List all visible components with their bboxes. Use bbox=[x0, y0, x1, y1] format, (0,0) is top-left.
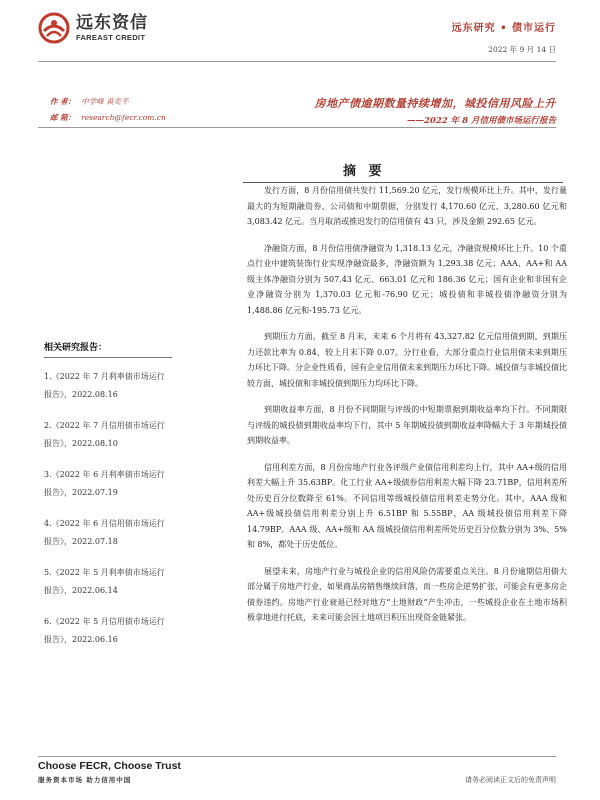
report-subtitle: ——2022 年 8 月信用债市场运行报告 bbox=[407, 116, 556, 126]
fareast-logo-icon bbox=[38, 12, 70, 44]
related-reports bbox=[44, 340, 172, 662]
company-logo bbox=[38, 12, 148, 44]
author-names: 中学峰 黄奕平 bbox=[81, 97, 129, 106]
email-label: 邮 箱： bbox=[50, 113, 76, 122]
summary-paragraph: 净融资方面，8 月份信用债净融资为 1,318.13 亿元，净融资规模环比上升。10 个重点行业中建筑装饰行业实现净融资最多，净融资额为 1,293.38 亿元；AAA、AA+和 AA 级主体净融资分别为 507.43 亿元、663.01 亿元和 186.36 亿元；国有企业和非国有企业净融资分别为 1,370.03 亿元和-76.90 亿元；城投债和非城投债净融资分别为 1,488.86 亿元和-195.73 亿元。 bbox=[247, 243, 567, 315]
author-line bbox=[50, 96, 129, 107]
footer-slogan-cn: 服务资本市场 助力信用中国 bbox=[38, 776, 132, 784]
summary-paragraph: 到期压力方面，截至 8 月末，未来 6 个月将有 43,327.82 亿元信用债到期，到期压力还款比率为 0.84，较上月末下降 0.07。分行业看，大部分重点行业信用债未来到期压力环比下降。分企业性质看，国有企业信用债未来到期压力环比下降。城投债与非城投债比较方面，城投债和非城投债到期压力均环比下降。 bbox=[247, 332, 567, 388]
related-report-item[interactable]: 4.《2022 年 6 月信用债市场运行报告》，2022.07.18 bbox=[44, 519, 165, 546]
summary-paragraph: 到期收益率方面，8 月份不同期限与评级的中短期票据到期收益率均下行。不同期限与评级的城投债到期收益率均下行，其中 5 年期城投债到期收益率降幅大于 3 年期城投债到期收益率。 bbox=[247, 405, 567, 445]
related-report-item[interactable]: 6.《2022 年 5 月信用债市场运行报告》，2022.06.16 bbox=[44, 617, 165, 644]
author-label: 作 者： bbox=[50, 97, 76, 106]
company-name-cn: 远东资信 bbox=[76, 13, 148, 33]
summary-paragraph: 信用利差方面，8 月份房地产行业各评级产业债信用利差均上行，其中 AA+级的信用利差大幅上升 35.63BP。化工行业 AA+级债券信用利差大幅下降 23.71BP，信用利差所处历史百分位数降至 61%。不同信用等级城投债信用利差走势分化。其中，AAA 级和 AA+级城投债信用利差分别上升 6.51BP 和 5.55BP，AA 级城投债信用利差下降 14.79BP。AAA 级、AA+级和 AA 级城投债信用利差所处历史百分位数分别为 3%、5%和 8%，都处于历史低位。 bbox=[247, 462, 567, 549]
related-reports-list bbox=[44, 368, 172, 648]
related-reports-title: 相关研究报告： bbox=[44, 340, 172, 358]
company-name-en: FAREAST CREDIT bbox=[76, 33, 146, 42]
related-report-item[interactable]: 2.《2022 年 7 月信用债市场运行报告》，2022.08.10 bbox=[44, 421, 165, 448]
footer-disclaimer: 请务必阅读正文后的免责声明 bbox=[465, 776, 556, 784]
header-divider bbox=[38, 61, 556, 62]
related-report-item[interactable]: 1.《2022 年 7 月利率债市场运行报告》，2022.08.16 bbox=[44, 372, 165, 399]
summary-paragraph: 发行方面，8 月份信用债共发行 11,569.20 亿元，发行规模环比上升。其中，发行量最大的为短期融资券、公司债和中期票据，分别发行 4,170.60 亿元、3,280.60 亿元和 3,083.42 亿元。当月取消或推迟发行的信用债有 43 只，涉及金额 292.65 亿元。 bbox=[247, 186, 567, 226]
email-line bbox=[50, 112, 166, 123]
footer-slogan: Choose FECR, Choose Trust bbox=[38, 760, 181, 772]
related-report-item[interactable]: 5.《2022 年 5 月利率债市场运行报告》，2022.06.14 bbox=[44, 568, 165, 595]
report-series: 远东研究 • 债市运行 bbox=[451, 23, 556, 34]
summary-body bbox=[247, 183, 567, 637]
related-report-item[interactable]: 3.《2022 年 6 月利率债市场运行报告》，2022.07.19 bbox=[44, 470, 165, 497]
report-title: 房地产债逾期数量持续增加，城投信用风险上升 bbox=[314, 97, 556, 110]
footer-divider bbox=[38, 756, 556, 757]
summary-paragraph: 展望未来，房地产行业与城投企业的信用风险仍需要重点关注。8 月份逾期信用债大部分属于房地产行业，如果商品房销售继续回落，而一些房企逆势扩张，可能会有更多房企债券违约。房地产行业衰退已经对地方“土地财政”产生冲击，一些城投企业在土地市场积极拿地进行托底，未来可能会因土地项目积压出现资金链紧张。 bbox=[247, 566, 567, 622]
email-address[interactable]: research@fecr.com.cn bbox=[81, 113, 166, 122]
title-divider bbox=[38, 127, 556, 128]
summary-heading: 摘 要 bbox=[343, 164, 386, 179]
report-date: 2022 年 9 月 14 日 bbox=[488, 45, 556, 54]
